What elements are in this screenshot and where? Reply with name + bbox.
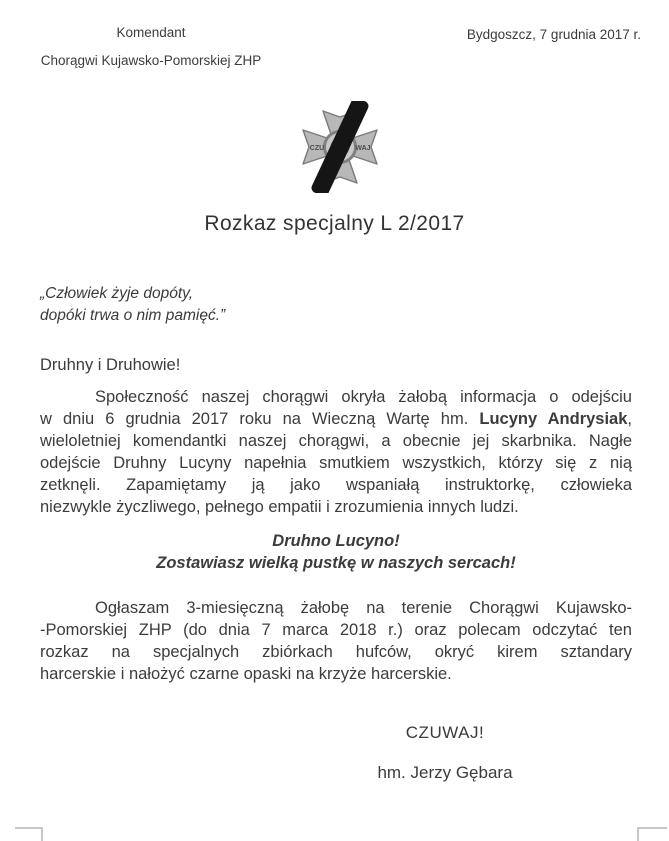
memorial-line-2: Zostawiasz wielką pustkę w naszych sercach! — [156, 554, 516, 572]
place-and-date: Bydgoszcz, 7 grudnia 2017 r. — [466, 27, 641, 42]
signature: hm. Jerzy Gębara — [377, 763, 513, 782]
memorial-dedication — [40, 530, 632, 574]
sender-title: Komendant — [116, 25, 186, 40]
scout-cross-emblem — [296, 101, 384, 193]
paragraph-1-line-6: niezwykle życzliwego, pełnego empatii i zrozumienia innych ludzi. — [40, 498, 519, 516]
paragraph-1-line-2-comma: , — [627, 410, 632, 428]
paragraph-1 — [40, 386, 632, 518]
quote-line-1: „Człowiek żyje dopóty, — [40, 285, 194, 302]
document-title: Rozkaz specjalny L 2/2017 — [204, 212, 465, 235]
quote-line-2: dopóki trwa o nim pamięć.” — [40, 307, 226, 324]
scout-cross-icon — [296, 101, 384, 193]
paragraph-1-line-3: wieloletniej komendantki naszej chorągwi, a obecnie jej skarbnika. Nagłe — [40, 432, 632, 450]
deceased-name: Lucyny Andrysiak — [479, 410, 628, 428]
paragraph-1-line-5: zetknęli. Zapamiętamy ją jako wspaniałą instruktorkę, człowieka — [40, 476, 632, 494]
scan-corner-mark-left — [15, 827, 43, 841]
paragraph-2 — [40, 597, 632, 685]
paragraph-2-line-2: -Pomorskiej ZHP (do dnia 7 marca 2018 r.) oraz polecam odczytać ten — [40, 621, 632, 639]
closing-salute: CZUWAJ! — [405, 723, 485, 742]
epigraph-quote — [40, 283, 225, 327]
scan-corner-mark-right — [637, 827, 667, 841]
salutation: Druhny i Druhowie! — [40, 356, 181, 374]
sender-organization: Chorągwi Kujawsko-Pomorskiej ZHP — [40, 53, 262, 68]
sender-block — [40, 25, 262, 69]
motto-left-text: CZU — [309, 145, 325, 152]
motto-right-text: WAJ — [355, 145, 371, 152]
paragraph-1-line-4: odejście Druhny Lucyny napełnia smutkiem wszystkich, którzy się z nią — [40, 454, 632, 472]
paragraph-2-line-1: Ogłaszam 3-miesięczną żałobę na terenie Chorągwi Kujawsko- — [95, 599, 632, 617]
paragraph-1-line-2 — [40, 408, 632, 430]
paragraph-1-line-1: Społeczność naszej chorągwi okryła żałobą informacja o odejściu — [95, 388, 632, 406]
paragraph-2-line-3: rozkaz na specjalnych zbiórkach hufców, okryć kirem sztandary — [40, 643, 632, 661]
memorial-line-1: Druhno Lucyno! — [272, 532, 400, 550]
paragraph-1-line-2-text: w dniu 6 grudnia 2017 roku na Wieczną Wartę hm. — [40, 410, 469, 428]
paragraph-2-line-4: harcerskie i nałożyć czarne opaski na krzyże harcerskie. — [40, 665, 452, 683]
